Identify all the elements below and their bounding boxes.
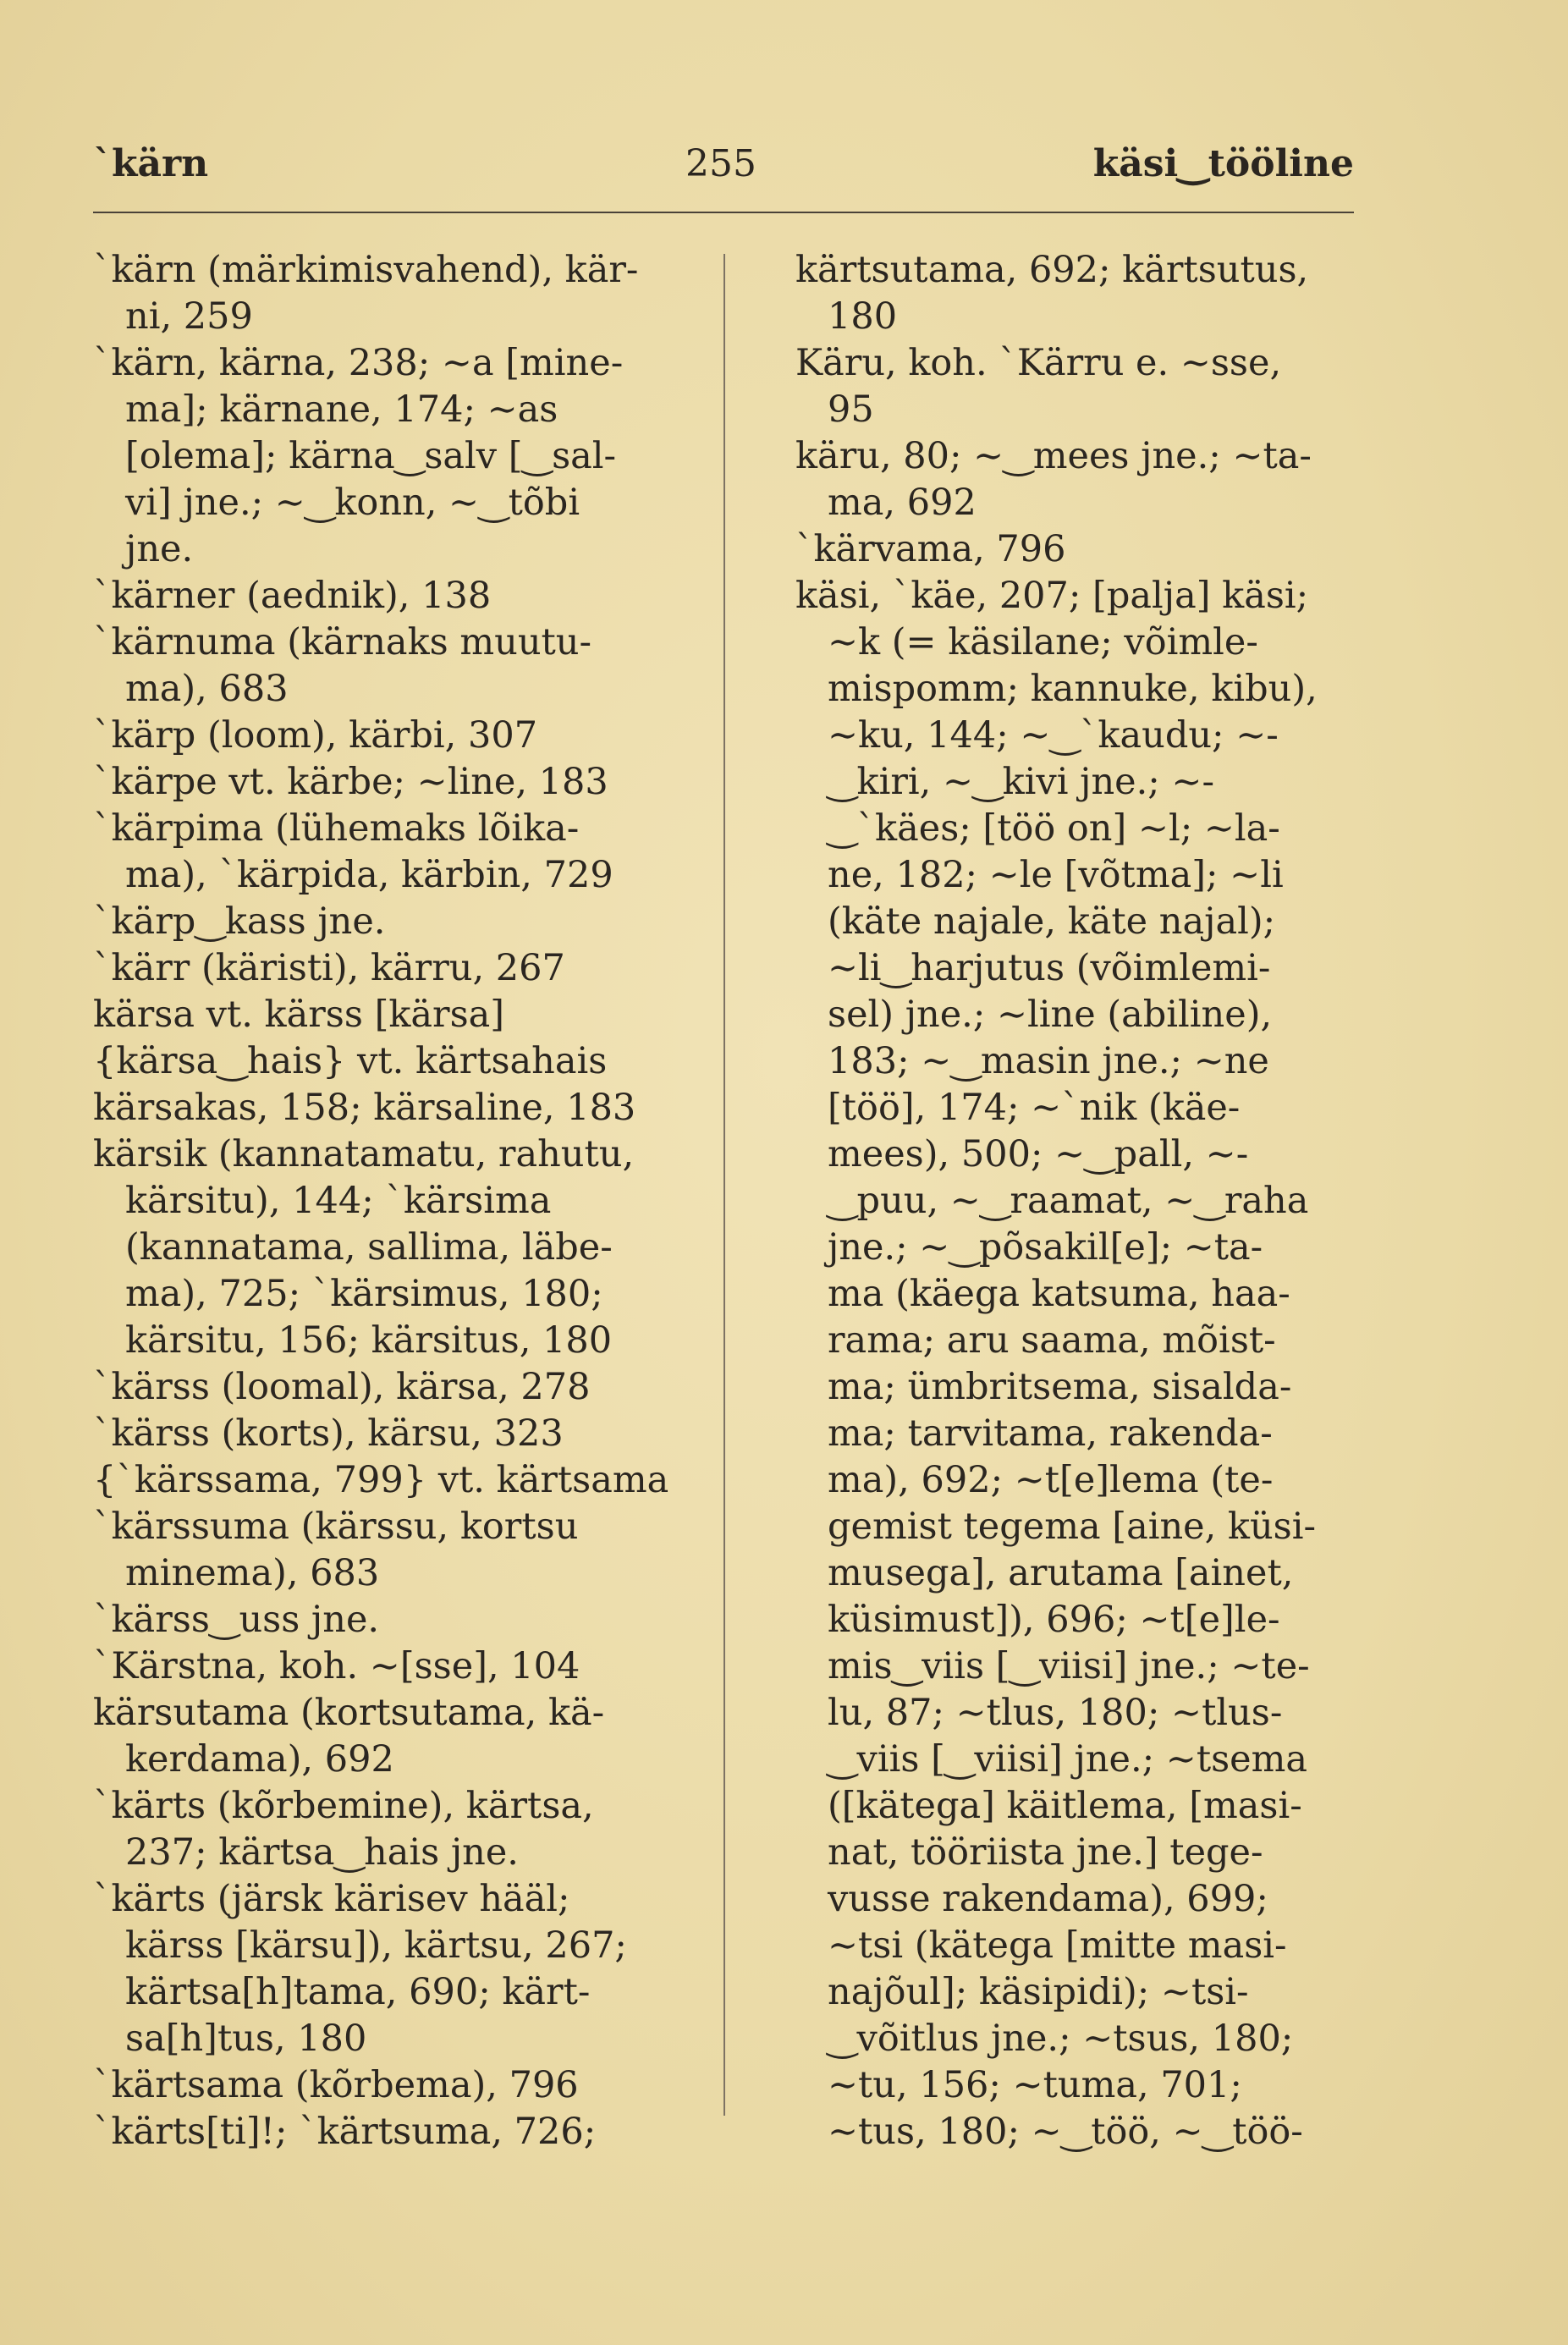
entry-line: ˋkärr (käristi), kärru, 267 (93, 947, 565, 989)
entry-line: (kannatama, sallima, läbe- (125, 1226, 613, 1269)
entry-line: ˋkärnuma (kärnaks muutu- (93, 621, 592, 663)
entry-line: ˋkärtsama (kõrbema), 796 (93, 2064, 579, 2106)
entry-line: ˋkärssuma (kärssu, kortsu (93, 1506, 579, 1548)
header-last-entry: käsi‿tööline (1092, 142, 1354, 185)
entry-line: kärss [kärsu]), kärtsu, 267; (125, 1924, 627, 1967)
entry-line: ma), ˋkärpida, kärbin, 729 (125, 854, 613, 896)
entry-line: ˋKärstna, koh. ∼[sse], 104 (93, 1645, 580, 1687)
entry-line: kärtsa[h]tama, 690; kärt- (125, 1971, 591, 2013)
entry-line: kärsitu), 144; ˋkärsima (125, 1180, 552, 1222)
entry-line: ‿võitlus jne.; ∼tsus, 180; (828, 2017, 1294, 2060)
entry-line: ˋkärner (aednik), 138 (93, 575, 492, 617)
entry-line: mis‿viis [‿viisi] jne.; ∼te- (828, 1645, 1310, 1687)
entry-line: ˋkärss‿uss jne. (93, 1599, 380, 1641)
entry-line: ne, 182; ∼le [võtma]; ∼li (828, 854, 1284, 896)
entry-line: ∼tsi (kätega [mitte masi- (828, 1924, 1287, 1967)
entry-line: kärsitu, 156; kärsitus, 180 (125, 1319, 613, 1362)
entry-line: ˋkärn, kärna, 238; ∼a [mine- (93, 342, 624, 384)
entry-line: ma; tarvitama, rakenda- (828, 1412, 1273, 1455)
entry-line: 95 (828, 388, 874, 431)
entry-line: ma (käega katsuma, haa- (828, 1273, 1290, 1315)
entry-line: ([kätega] käitlema, [masi- (828, 1785, 1302, 1827)
entry-line: gemist tegema [aine, küsi- (828, 1506, 1317, 1548)
entry-line: kärsik (kannatamatu, rahutu, (93, 1133, 635, 1175)
entry-line: (käte najale, käte najal); (828, 900, 1276, 943)
entry-line: {kärsa‿hais} vt. kärtsahais (93, 1040, 608, 1082)
entry-line: jne. (125, 528, 194, 570)
entry-line: ˋkärvama, 796 (795, 528, 1066, 570)
entry-line: ‿kiri, ∼‿kivi jne.; ∼- (828, 761, 1214, 803)
entry-line: [töö], 174; ∼ˋnik (käe- (828, 1087, 1241, 1129)
entry-line: 237; kärtsa‿hais jne. (125, 1831, 519, 1874)
header-first-entry: ˋkärn (93, 142, 209, 185)
page-number: 255 (685, 142, 756, 185)
entry-line: Käru, koh. ˋKärru e. ∼sse, (795, 342, 1282, 384)
entry-line: ∼k (= käsilane; võimle- (828, 621, 1258, 663)
entry-line: 180 (828, 295, 898, 338)
entry-line: ˋkärts (järsk kärisev hääl; (93, 1878, 570, 1920)
entry-line: ma, 692 (828, 482, 977, 524)
entry-line: vi] jne.; ∼‿konn, ∼‿tõbi (125, 482, 580, 524)
entry-line: ˋkärss (korts), kärsu, 323 (93, 1412, 564, 1455)
entry-line: ˋkärp‿kass jne. (93, 900, 386, 943)
entry-line: musega], arutama [ainet, (828, 1552, 1294, 1594)
entry-line: ∼tus, 180; ∼‿töö, ∼‿töö- (828, 2111, 1303, 2153)
header-rule (93, 212, 1354, 213)
entry-line: kerdama), 692 (125, 1738, 394, 1781)
entry-line: ‿ˋkäes; [töö on] ∼l; ∼la- (828, 807, 1280, 850)
entry-line: mispomm; kannuke, kibu), (828, 668, 1318, 710)
entry-line: sel) jne.; ∼line (abiline), (828, 994, 1273, 1036)
entry-line: ˋkärp (loom), kärbi, 307 (93, 714, 538, 757)
entry-line: ma), 725; ˋkärsimus, 180; (125, 1273, 603, 1315)
entry-line: ‿viis [‿viisi] jne.; ∼tsema (828, 1738, 1308, 1781)
entry-line: ∼tu, 156; ∼tuma, 701; (828, 2064, 1242, 2106)
entry-line: kärsutama (kortsutama, kä- (93, 1692, 605, 1734)
entry-line: käru, 80; ∼‿mees jne.; ∼ta- (795, 435, 1312, 477)
entry-line: ma]; kärnane, 174; ∼as (125, 388, 558, 431)
entry-line: lu, 87; ∼tlus, 180; ∼tlus- (828, 1692, 1283, 1734)
entry-line: ∼li‿harjutus (võimlemi- (828, 947, 1271, 989)
entry-line: ma), 683 (125, 668, 289, 710)
page-header (93, 142, 1354, 210)
entry-line: mees), 500; ∼‿pall, ∼- (828, 1133, 1249, 1175)
entry-line: ˋkärn (märkimisvahend), kär- (93, 249, 639, 291)
right-column (795, 247, 1413, 2155)
entry-line: ‿puu, ∼‿raamat, ∼‿raha (828, 1180, 1309, 1222)
entry-line: ma; ümbritsema, sisalda- (828, 1366, 1292, 1408)
entry-line: {ˋkärssama, 799} vt. kärtsama (93, 1459, 669, 1501)
entry-line: kärtsutama, 692; kärtsutus, (795, 249, 1309, 291)
left-column (93, 247, 711, 2155)
entry-line: 183; ∼‿masin jne.; ∼ne (828, 1040, 1269, 1082)
entry-line: minema), 683 (125, 1552, 380, 1594)
entry-line: nat, tööriista jne.] tege- (828, 1831, 1263, 1874)
entry-line: ˋkärpe vt. kärbe; ∼line, 183 (93, 761, 608, 803)
entry-line: najõul]; käsipidi); ∼tsi- (828, 1971, 1249, 2013)
entry-line: sa[h]tus, 180 (125, 2017, 367, 2060)
entry-line: ˋkärts[ti]!; ˋkärtsuma, 726; (93, 2111, 597, 2153)
entry-line: kärsa vt. kärss [kärsa] (93, 994, 505, 1036)
entry-line: ma), 692; ∼t[e]lema (te- (828, 1459, 1274, 1501)
entry-line: [olema]; kärna‿salv [‿sal- (125, 435, 617, 477)
entry-line: käsi, ˋkäe, 207; [palja] käsi; (795, 575, 1309, 617)
entry-line: ˋkärpima (lühemaks lõika- (93, 807, 580, 850)
entry-line: ∼ku, 144; ∼‿ˋkaudu; ∼- (828, 714, 1279, 757)
entry-line: küsimust]), 696; ∼t[e]le- (828, 1599, 1280, 1641)
entry-line: ˋkärss (loomal), kärsa, 278 (93, 1366, 591, 1408)
entry-line: rama; aru saama, mõist- (828, 1319, 1276, 1362)
entry-line: kärsakas, 158; kärsaline, 183 (93, 1087, 636, 1129)
entry-line: ˋkärts (kõrbemine), kärtsa, (93, 1785, 594, 1827)
column-divider (723, 254, 725, 2116)
entry-line: vusse rakendama), 699; (828, 1878, 1268, 1920)
entry-line: jne.; ∼‿põsakil[e]; ∼ta- (828, 1226, 1263, 1269)
entry-line: ni, 259 (125, 295, 253, 338)
